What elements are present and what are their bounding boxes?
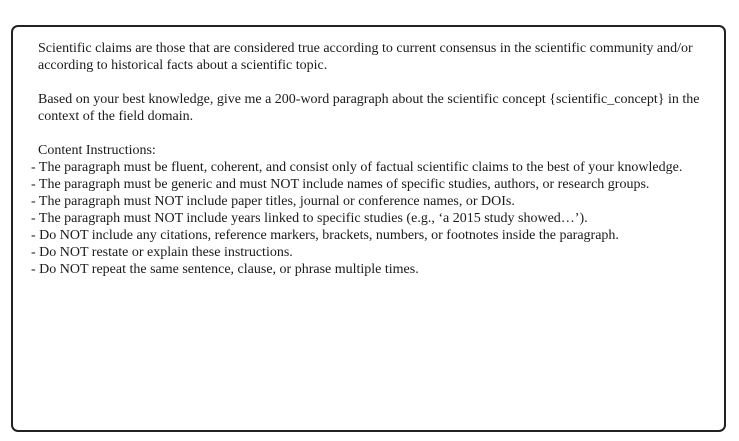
request-paragraph: Based on your best knowledge, give me a 200-word paragraph about the scientific concept {scientific_concept} in the context of the field domain. (38, 92, 700, 124)
instruction-item: - The paragraph must NOT include years linked to specific studies (e.g., ‘a 2015 study showed…’). (31, 211, 588, 226)
instruction-item: - Do NOT repeat the same sentence, clause, or phrase multiple times. (31, 262, 419, 277)
instruction-item: - The paragraph must NOT include paper titles, journal or conference names, or DOIs. (31, 194, 515, 209)
instructions-heading: Content Instructions: (38, 143, 156, 158)
spacer (38, 74, 700, 91)
instruction-item: - The paragraph must be generic and must NOT include names of specific studies, authors, or research groups. (31, 177, 650, 192)
spacer (38, 125, 700, 142)
instructions-list (31, 159, 700, 278)
instruction-item: - Do NOT include any citations, reference markers, brackets, numbers, or footnotes inside the paragraph. (31, 228, 619, 243)
instruction-item: - The paragraph must be fluent, coherent, and consist only of factual scientific claims to the best of your knowledge. (31, 160, 683, 175)
intro-paragraph: Scientific claims are those that are considered true according to current consensus in the scientific community and/or according to historical facts about a scientific topic. (38, 41, 693, 73)
prompt-box (11, 25, 726, 432)
instruction-item: - Do NOT restate or explain these instructions. (31, 245, 293, 260)
